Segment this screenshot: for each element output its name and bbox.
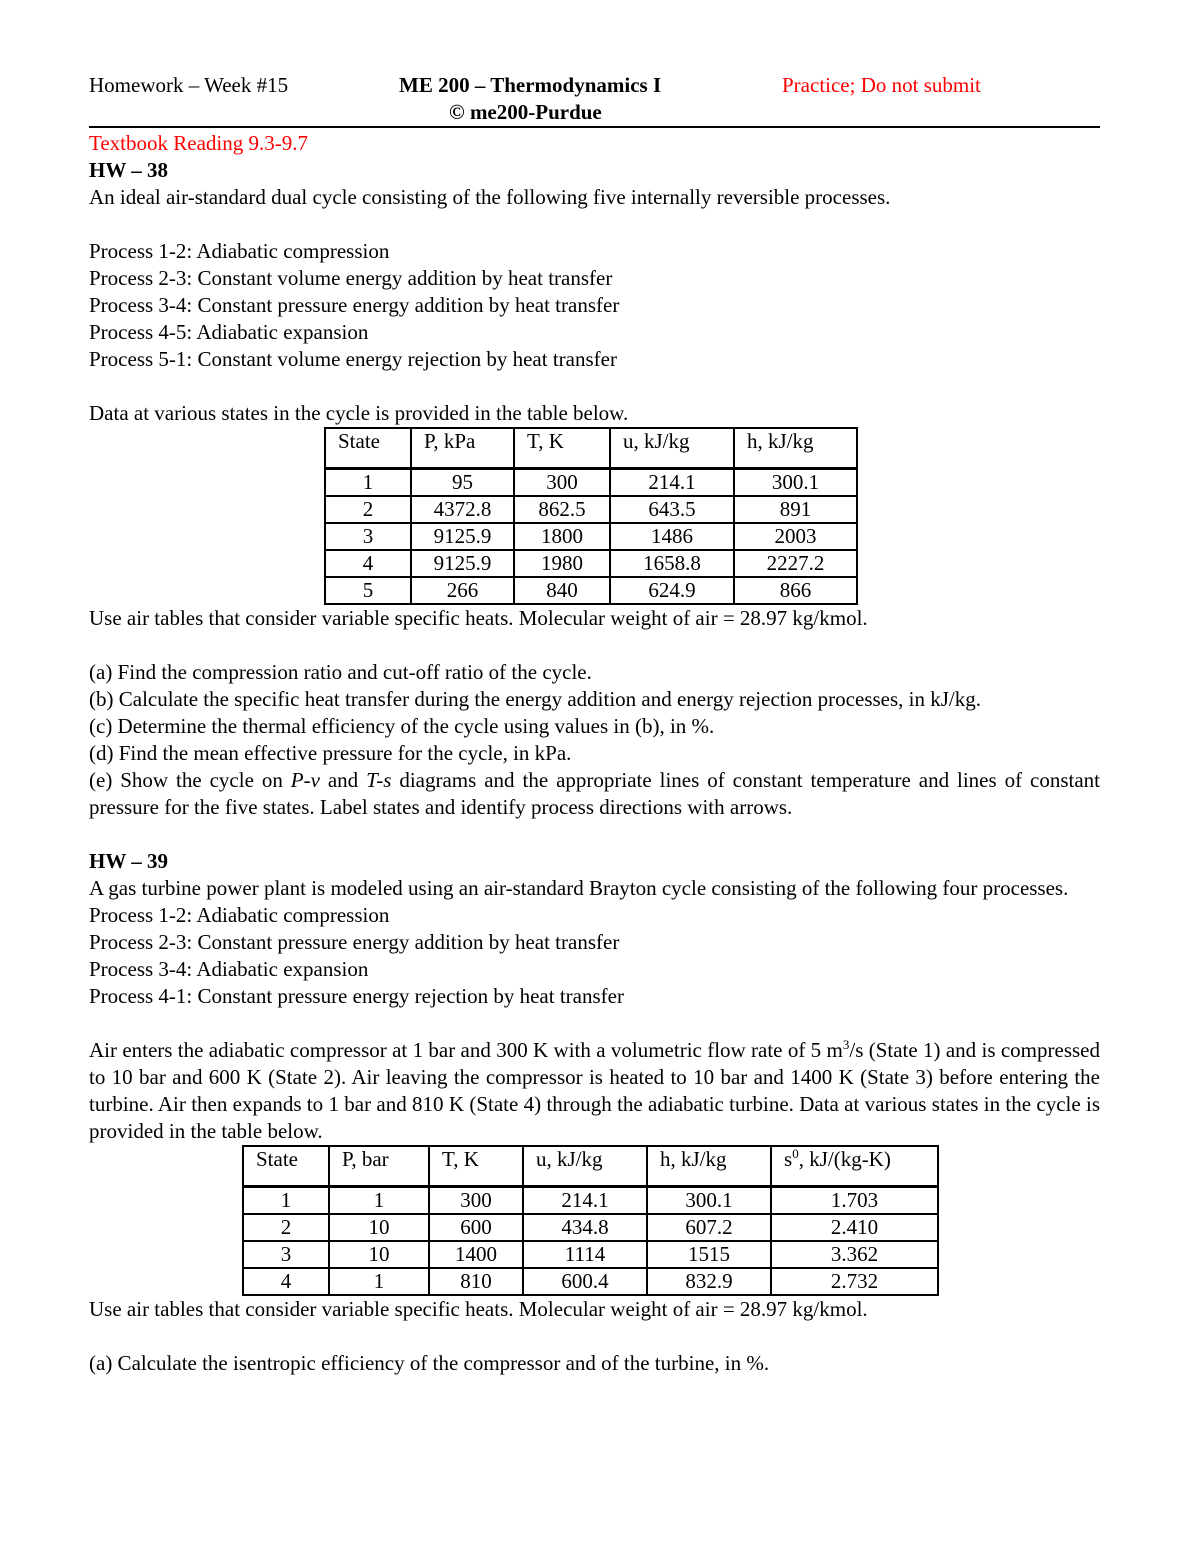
col-header: State bbox=[325, 428, 411, 469]
table-cell: 866 bbox=[734, 577, 857, 604]
table-cell: 1 bbox=[325, 469, 411, 497]
hw38-table-intro: Data at various states in the cycle is provided in the table below. bbox=[89, 401, 629, 425]
table-cell: 2227.2 bbox=[734, 550, 857, 577]
table-cell: 862.5 bbox=[514, 496, 610, 523]
hw39-intro: A gas turbine power plant is modeled using an air-standard Brayton cycle consisting of the following four processes. bbox=[89, 876, 1069, 900]
hw38-process: Process 4-5: Adiabatic expansion bbox=[89, 320, 369, 344]
table-cell: 434.8 bbox=[523, 1214, 647, 1241]
hw38-process: Process 1-2: Adiabatic compression bbox=[89, 239, 390, 263]
table-row bbox=[325, 469, 857, 497]
table-cell: 1658.8 bbox=[610, 550, 734, 577]
table-cell: 600.4 bbox=[523, 1268, 647, 1295]
page-header bbox=[89, 72, 1100, 124]
table-cell: 3.362 bbox=[771, 1241, 938, 1268]
table-cell: 95 bbox=[411, 469, 514, 497]
table-cell: 4 bbox=[243, 1268, 329, 1295]
col-header: h, kJ/kg bbox=[647, 1146, 771, 1187]
col-header: u, kJ/kg bbox=[523, 1146, 647, 1187]
s-sup: 0 bbox=[792, 1146, 799, 1161]
hw38-title: HW – 38 bbox=[89, 158, 168, 182]
table-cell: 300.1 bbox=[647, 1187, 771, 1215]
table-row bbox=[243, 1187, 938, 1215]
para-text: /s (State 1) and is compressed to 10 bar and 600 K (State 2). Air leaving the compressor is heated to 10 bar and 1400 K (State 3) before entering the turbine. Air then expands to 1 bar and 810 K (State 4) through the adiabatic turbine. Data at various states in the cycle is provided in the table below. bbox=[89, 1038, 1100, 1143]
table-row bbox=[325, 496, 857, 523]
table-cell: 1486 bbox=[610, 523, 734, 550]
hw38-question: (b) Calculate the specific heat transfer during the energy addition and energy rejection processes, in kJ/kg. bbox=[89, 687, 981, 711]
table-cell: 300 bbox=[514, 469, 610, 497]
table-cell: 832.9 bbox=[647, 1268, 771, 1295]
col-header: P, kPa bbox=[411, 428, 514, 469]
table-cell: 1980 bbox=[514, 550, 610, 577]
header-left: Homework – Week #15 bbox=[89, 73, 289, 97]
s-label: s bbox=[784, 1147, 793, 1171]
hw39-note: Use air tables that consider variable specific heats. Molecular weight of air = 28.97 kg/kmol. bbox=[89, 1297, 868, 1321]
table-cell: 1.703 bbox=[771, 1187, 938, 1215]
table-cell: 1515 bbox=[647, 1241, 771, 1268]
table-row bbox=[325, 523, 857, 550]
table-cell: 3 bbox=[325, 523, 411, 550]
table-cell: 3 bbox=[243, 1241, 329, 1268]
col-header: P, bar bbox=[329, 1146, 429, 1187]
hw38-question: (d) Find the mean effective pressure for the cycle, in kPa. bbox=[89, 741, 572, 765]
table-cell: 5 bbox=[325, 577, 411, 604]
table-row bbox=[325, 550, 857, 577]
q-e-text: (e) Show the cycle on bbox=[89, 768, 291, 792]
table-cell: 4 bbox=[325, 550, 411, 577]
col-header: u, kJ/kg bbox=[610, 428, 734, 469]
table-row bbox=[243, 1214, 938, 1241]
col-header: T, K bbox=[429, 1146, 523, 1187]
table-cell: 1800 bbox=[514, 523, 610, 550]
table-cell: 840 bbox=[514, 577, 610, 604]
col-header-entropy bbox=[771, 1146, 938, 1187]
hw38-process: Process 3-4: Constant pressure energy addition by heat transfer bbox=[89, 293, 620, 317]
table-header-row bbox=[325, 428, 857, 469]
table-cell: 10 bbox=[329, 1214, 429, 1241]
col-header: State bbox=[243, 1146, 329, 1187]
table-cell: 9125.9 bbox=[411, 550, 514, 577]
header-rule bbox=[89, 126, 1100, 128]
table-cell: 2 bbox=[325, 496, 411, 523]
table-row bbox=[243, 1268, 938, 1295]
table-cell: 643.5 bbox=[610, 496, 734, 523]
hw39-process: Process 3-4: Adiabatic expansion bbox=[89, 957, 369, 981]
textbook-reading: Textbook Reading 9.3-9.7 bbox=[89, 131, 308, 155]
table-cell: 2.732 bbox=[771, 1268, 938, 1295]
document-page bbox=[89, 72, 1100, 1377]
table-cell: 2003 bbox=[734, 523, 857, 550]
para-sup: 3 bbox=[842, 1037, 850, 1052]
table-cell: 1 bbox=[243, 1187, 329, 1215]
table-cell: 600 bbox=[429, 1214, 523, 1241]
hw38-question: (a) Find the compression ratio and cut-off ratio of the cycle. bbox=[89, 660, 592, 684]
table-cell: 1400 bbox=[429, 1241, 523, 1268]
hw39-paragraph bbox=[89, 1037, 1100, 1145]
table-cell: 214.1 bbox=[610, 469, 734, 497]
table-cell: 9125.9 bbox=[411, 523, 514, 550]
table-cell: 2 bbox=[243, 1214, 329, 1241]
hw39-question: (a) Calculate the isentropic efficiency of the compressor and of the turbine, in %. bbox=[89, 1351, 770, 1375]
col-header: T, K bbox=[514, 428, 610, 469]
table-cell: 214.1 bbox=[523, 1187, 647, 1215]
hw38-process: Process 5-1: Constant volume energy rejection by heat transfer bbox=[89, 347, 617, 371]
hw38-state-table bbox=[324, 427, 858, 605]
table-header-row bbox=[243, 1146, 938, 1187]
table-cell: 891 bbox=[734, 496, 857, 523]
hw39-process: Process 1-2: Adiabatic compression bbox=[89, 903, 390, 927]
hw39-process: Process 4-1: Constant pressure energy rejection by heat transfer bbox=[89, 984, 624, 1008]
hw38-question-e bbox=[89, 767, 1100, 821]
col-header: h, kJ/kg bbox=[734, 428, 857, 469]
table-cell: 1 bbox=[329, 1187, 429, 1215]
table-row bbox=[243, 1241, 938, 1268]
hw39-state-table bbox=[242, 1145, 939, 1296]
para-text: Air enters the adiabatic compressor at 1 bar and 300 K with a volumetric flow rate of 5 m bbox=[89, 1038, 843, 1062]
s-unit: , kJ/(kg-K) bbox=[798, 1147, 891, 1171]
hw38-intro: An ideal air-standard dual cycle consisting of the following five internally reversible processes. bbox=[89, 185, 891, 209]
table-cell: 1114 bbox=[523, 1241, 647, 1268]
table-cell: 300 bbox=[429, 1187, 523, 1215]
copyright: © me200-Purdue bbox=[449, 100, 602, 124]
table-cell: 4372.8 bbox=[411, 496, 514, 523]
q-e-pv: P-v bbox=[290, 768, 320, 792]
q-e-text: diagrams and the appropriate lines of constant temperature and lines of constant pressure for the five states. Label states and identify process directions with arrows. bbox=[89, 768, 1100, 819]
table-cell: 1 bbox=[329, 1268, 429, 1295]
table-cell: 607.2 bbox=[647, 1214, 771, 1241]
table-row bbox=[325, 577, 857, 604]
hw38-question: (c) Determine the thermal efficiency of the cycle using values in (b), in %. bbox=[89, 714, 715, 738]
table-cell: 624.9 bbox=[610, 577, 734, 604]
course-title: ME 200 – Thermodynamics I bbox=[399, 73, 662, 97]
table-cell: 810 bbox=[429, 1268, 523, 1295]
hw39-title: HW – 39 bbox=[89, 849, 168, 873]
practice-note: Practice; Do not submit bbox=[782, 73, 981, 97]
q-e-ts: T-s bbox=[366, 768, 392, 792]
table-cell: 266 bbox=[411, 577, 514, 604]
table-cell: 10 bbox=[329, 1241, 429, 1268]
hw39-process: Process 2-3: Constant pressure energy addition by heat transfer bbox=[89, 930, 620, 954]
q-e-text: and bbox=[319, 768, 367, 792]
table-cell: 2.410 bbox=[771, 1214, 938, 1241]
hw38-process: Process 2-3: Constant volume energy addition by heat transfer bbox=[89, 266, 613, 290]
hw38-note: Use air tables that consider variable specific heats. Molecular weight of air = 28.97 kg/kmol. bbox=[89, 606, 868, 630]
table-cell: 300.1 bbox=[734, 469, 857, 497]
